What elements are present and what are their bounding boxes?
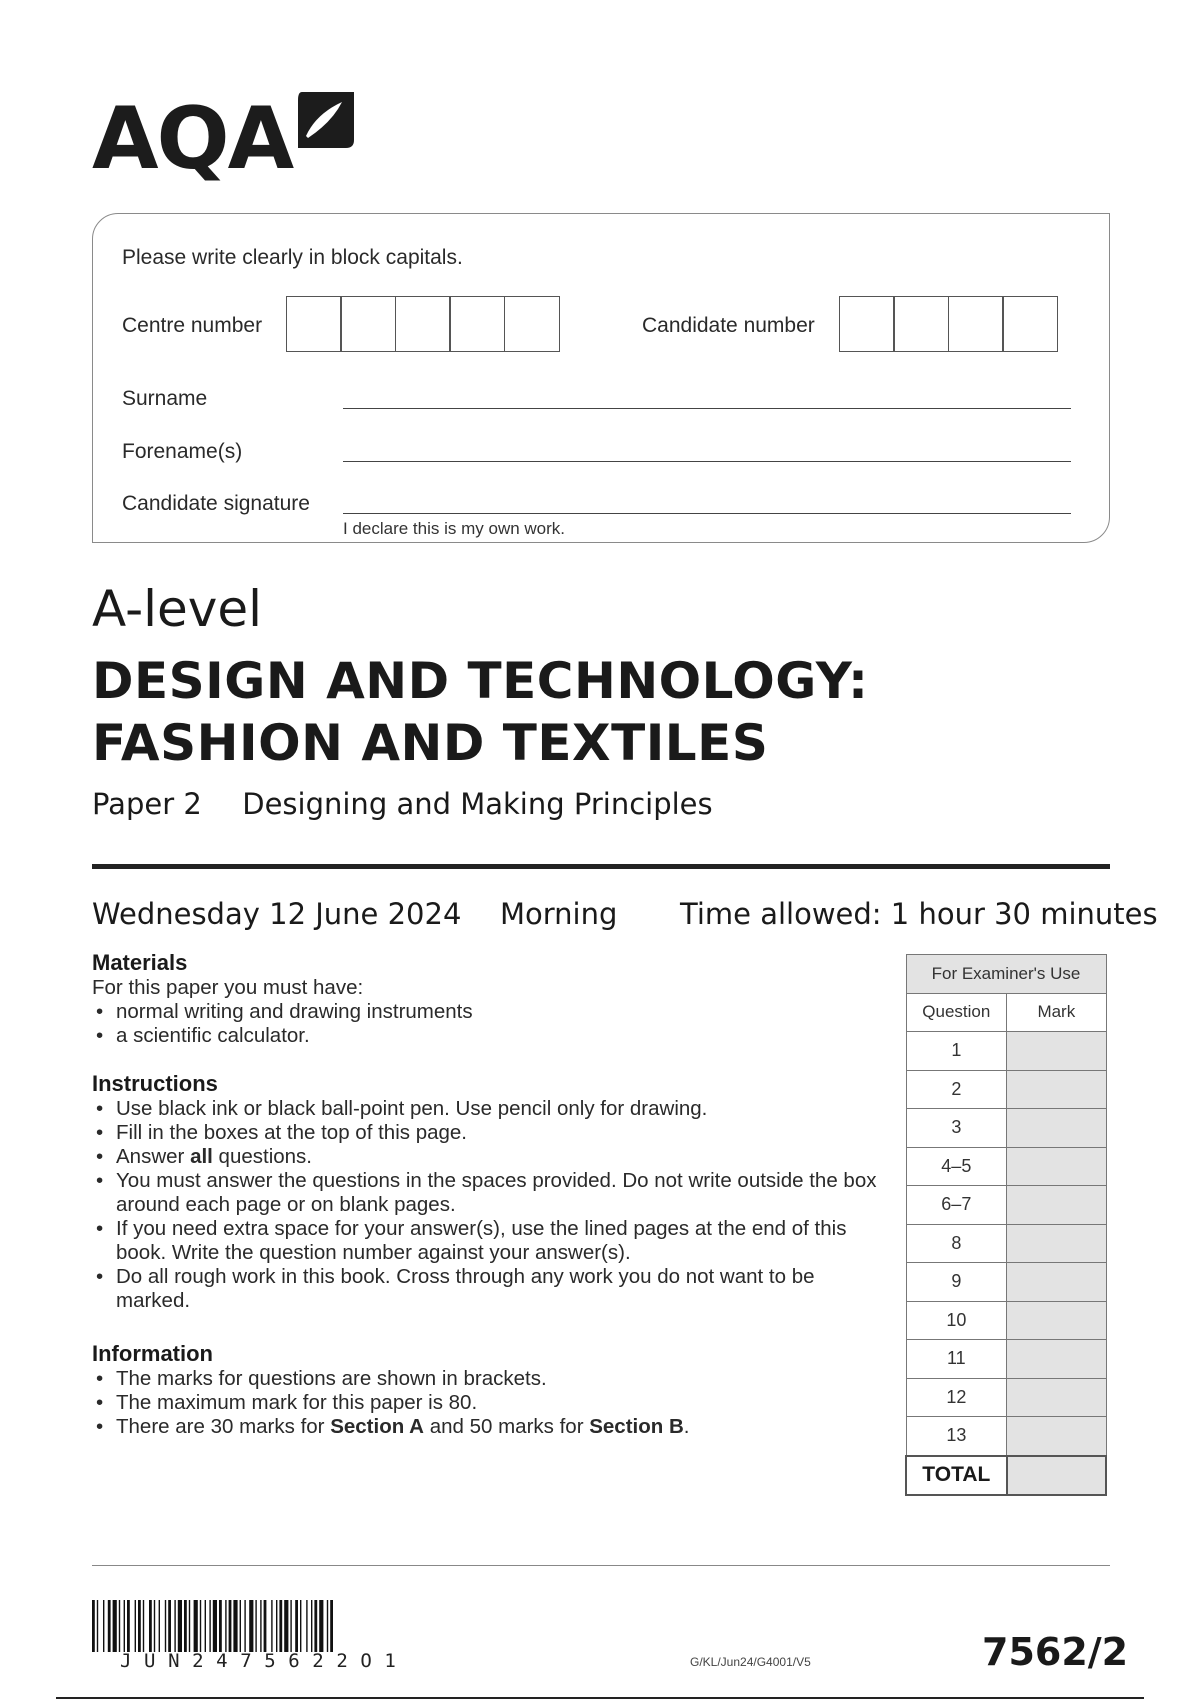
surname-label: Surname (122, 387, 208, 410)
information-text: There are 30 marks for (116, 1415, 331, 1438)
barcode-bar (209, 1600, 210, 1652)
mark-cell (1007, 1417, 1106, 1456)
barcode-bar (300, 1600, 301, 1652)
barcode-bar (103, 1600, 104, 1652)
mark-cell (1007, 1147, 1106, 1186)
barcode-bar (279, 1600, 282, 1652)
barcode-bar (233, 1600, 237, 1652)
barcode-bar (229, 1600, 232, 1652)
mark-cell (1007, 1378, 1106, 1417)
barcode-bar (184, 1600, 187, 1652)
title-divider (92, 864, 1110, 869)
table-row (906, 1032, 1106, 1071)
question-number: 11 (906, 1340, 1007, 1379)
question-number: 13 (906, 1417, 1007, 1456)
information-item (92, 1415, 892, 1439)
subject-title (92, 650, 869, 774)
barcode-bar (138, 1600, 141, 1652)
instruction-emphasis: all (190, 1145, 213, 1168)
barcode-bar (244, 1600, 245, 1652)
barcode-bar (108, 1600, 111, 1652)
table-row (906, 1070, 1106, 1109)
candidate-number-box[interactable] (893, 296, 949, 352)
surname-field[interactable] (343, 408, 1071, 409)
barcode-bar (178, 1600, 182, 1652)
instruction-item: • Do all rough work in this book. Cross through any work you do not want to be marked. (92, 1265, 892, 1313)
document-reference: G/KL/Jun24/G4001/V5 (690, 1655, 811, 1669)
question-number: 9 (906, 1263, 1007, 1302)
question-number: 8 (906, 1224, 1007, 1263)
forenames-field[interactable] (343, 461, 1071, 462)
barcode-bar (240, 1600, 241, 1652)
barcode-bar (113, 1600, 117, 1652)
instruction-text: questions. (212, 1145, 313, 1168)
question-number: 12 (906, 1378, 1007, 1417)
instruction-item: • If you need extra space for your answer(s), use the lined pages at the end of this book. Write the question number against your answer(s). (92, 1217, 892, 1265)
barcode-bar (260, 1600, 261, 1652)
barcode-bar (154, 1600, 155, 1652)
candidate-number-box[interactable] (948, 296, 1004, 352)
candidate-number-label: Candidate number (642, 314, 815, 337)
barcode-bar (213, 1600, 217, 1652)
barcode-bar (319, 1600, 323, 1652)
barcode-bar (264, 1600, 267, 1652)
question-number: 1 (906, 1032, 1007, 1071)
subject-title-line1: DESIGN AND TECHNOLOGY: (92, 652, 869, 710)
information-item: • The maximum mark for this paper is 80. (92, 1391, 892, 1415)
paper-number: Paper 2 (92, 787, 202, 821)
barcode-bar (219, 1600, 222, 1652)
barcode-bar (249, 1600, 253, 1652)
instructions-section (92, 1071, 892, 1313)
instructions-heading: Instructions (92, 1071, 218, 1096)
barcode-bar (327, 1600, 328, 1652)
mark-column-header: Mark (1007, 993, 1106, 1032)
table-row (906, 1301, 1106, 1340)
candidate-number-box[interactable] (1002, 296, 1058, 352)
barcode-bar (174, 1600, 175, 1652)
declaration-text: I declare this is my own work. (343, 519, 566, 538)
mark-cell (1007, 1032, 1106, 1071)
instruction-item: • Use black ink or black ball-point pen. Use pencil only for drawing. (92, 1097, 892, 1121)
barcode-icon (92, 1600, 476, 1652)
barcode-bar (271, 1600, 272, 1652)
barcode-bar (159, 1600, 160, 1652)
mark-cell (1007, 1224, 1106, 1263)
information-text: and 50 marks for (424, 1415, 590, 1438)
information-heading: Information (92, 1341, 213, 1366)
table-row (906, 1340, 1106, 1379)
table-row (906, 1147, 1106, 1186)
barcode-bar (149, 1600, 152, 1652)
page-bottom-border (56, 1697, 1144, 1699)
candidate-number-box[interactable] (839, 296, 895, 352)
centre-number-boxes[interactable] (287, 296, 560, 352)
section-b-emphasis: Section B (589, 1415, 684, 1438)
question-number: 2 (906, 1070, 1007, 1109)
barcode-bar (194, 1600, 198, 1652)
forenames-label: Forename(s) (122, 440, 243, 463)
table-row (906, 1263, 1106, 1302)
aqa-logo-mark-icon (298, 92, 354, 148)
barcode-bar (290, 1600, 291, 1652)
barcode-bar (330, 1600, 333, 1652)
barcode-bar (165, 1600, 166, 1652)
centre-number-box[interactable] (449, 296, 505, 352)
barcode-bar (189, 1600, 190, 1652)
barcode-bar (311, 1600, 312, 1652)
mark-cell (1007, 1263, 1106, 1302)
barcode-bar (168, 1600, 171, 1652)
instruction-item: • You must answer the questions in the spaces provided. Do not write outside the box around each page or on blank pages. (92, 1169, 892, 1217)
instruction-item (92, 1145, 892, 1169)
information-item: • The marks for questions are shown in brackets. (92, 1367, 892, 1391)
centre-number-box[interactable] (395, 296, 451, 352)
table-row (906, 1109, 1106, 1148)
materials-item: • normal writing and drawing instruments (92, 1000, 892, 1024)
centre-number-box[interactable] (286, 296, 342, 352)
mark-cell (1007, 1070, 1106, 1109)
barcode-bar (143, 1600, 144, 1652)
signature-field[interactable] (343, 513, 1071, 514)
examiner-use-title: For Examiner's Use (906, 955, 1106, 994)
instruction-item: • Fill in the boxes at the top of this page. (92, 1121, 892, 1145)
signature-label: Candidate signature (122, 492, 310, 515)
table-row (906, 1417, 1106, 1456)
aqa-logo: AQA (92, 89, 293, 189)
materials-intro: For this paper you must have: (92, 976, 364, 999)
question-number: 6–7 (906, 1186, 1007, 1225)
exam-session: Morning (500, 897, 618, 931)
question-number: 10 (906, 1301, 1007, 1340)
barcode-bar (97, 1600, 98, 1652)
exam-date: Wednesday 12 June 2024 (92, 897, 462, 931)
question-number: 3 (906, 1109, 1007, 1148)
paper-name: Designing and Making Principles (242, 787, 713, 821)
barcode-bar (119, 1600, 120, 1652)
mark-cell (1007, 1301, 1106, 1340)
candidate-number-boxes[interactable] (840, 296, 1058, 352)
barcode-bar (205, 1600, 206, 1652)
footer-divider (92, 1565, 1110, 1566)
barcode-bar (314, 1600, 317, 1652)
barcode-bar (127, 1600, 130, 1652)
materials-item: • a scientific calculator. (92, 1024, 892, 1048)
information-text: . (683, 1415, 690, 1438)
total-row (906, 1456, 1106, 1496)
instruction-text: Answer (116, 1145, 191, 1168)
centre-number-label: Centre number (122, 314, 263, 337)
barcode-bar (200, 1600, 201, 1652)
paper-code: 7562/2 (982, 1630, 1129, 1674)
time-allowed: Time allowed: 1 hour 30 minutes (680, 897, 1158, 931)
block-capitals-instruction: Please write clearly in block capitals. (122, 246, 463, 269)
examiner-use-table (905, 954, 1107, 1496)
materials-section (92, 950, 892, 1048)
barcode-bar (135, 1600, 136, 1652)
centre-number-box[interactable] (504, 296, 560, 352)
barcode-bar (255, 1600, 256, 1652)
qualification-level: A-level (92, 580, 263, 638)
question-column-header: Question (906, 993, 1007, 1032)
table-row (906, 1224, 1106, 1263)
question-number: 4–5 (906, 1147, 1007, 1186)
total-mark-cell (1007, 1456, 1106, 1496)
subject-title-line2: FASHION AND TEXTILES (92, 714, 769, 772)
mark-cell (1007, 1109, 1106, 1148)
barcode-bar (276, 1600, 277, 1652)
table-row (906, 1186, 1106, 1225)
barcode-bar (225, 1600, 226, 1652)
mark-cell (1007, 1186, 1106, 1225)
barcode-bar (124, 1600, 125, 1652)
materials-heading: Materials (92, 950, 188, 975)
barcode-bar (284, 1600, 288, 1652)
centre-number-box[interactable] (340, 296, 396, 352)
section-a-emphasis: Section A (330, 1415, 424, 1438)
barcode-bar (92, 1600, 95, 1652)
total-label: TOTAL (906, 1456, 1007, 1496)
barcode-bar (306, 1600, 307, 1652)
mark-cell (1007, 1340, 1106, 1379)
barcode-bar (295, 1600, 298, 1652)
table-row (906, 1378, 1106, 1417)
information-section (92, 1341, 892, 1439)
paper-title (92, 787, 713, 821)
barcode-digits: JUN2475622O1 (120, 1650, 409, 1672)
